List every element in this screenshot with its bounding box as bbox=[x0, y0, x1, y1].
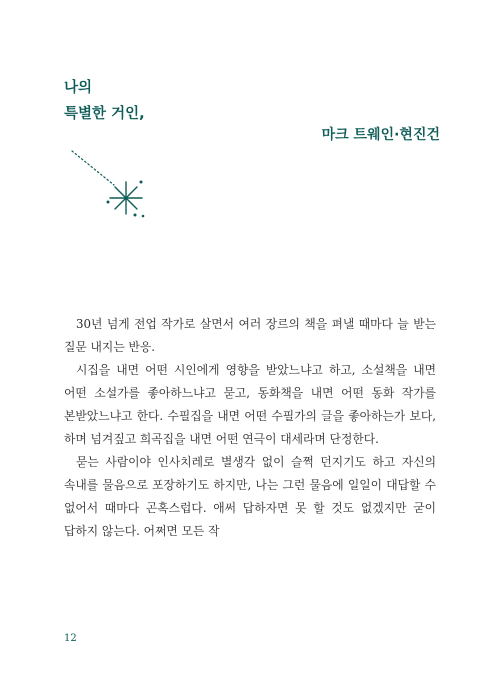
sparkle-star-icon bbox=[64, 145, 154, 225]
paragraph-1: 30년 넘게 전업 작가로 살면서 여러 장르의 책을 펴낼 때마다 늘 받는 질문 내지는 반응. bbox=[64, 317, 436, 354]
paragraph-3: 묻는 사람이야 인사치레로 별생각 없이 슬쩍 던지기도 하고 자신의 속내를 물음으로 포장하기도 하지만, 나는 그런 물음에 일일이 대답할 수 없어서 때마다 곤혹스럽다. 애써 답하자면 못 할 것도 없겠지만 굳이 답하지 않는다. 어쩌면 모든 작 bbox=[64, 455, 436, 538]
chapter-author: 마크 트웨인·현진건 bbox=[321, 127, 440, 143]
body-text bbox=[64, 313, 436, 543]
paragraph-2: 시집을 내면 어떤 시인에게 영향을 받았느냐고 하고, 소설책을 내면 어떤 소설가를 좋아하느냐고 묻고, 동화책을 내면 어떤 동화 작가를 본받았느냐고 한다. 수필집을 내면 어떤 수필가의 글을 좋아하는가 보다, 하며 넘겨짚고 희곡집을 내면 어떤 연극이 대세라며 단정한다. bbox=[64, 363, 436, 446]
chapter-title-line-1: 나의 bbox=[64, 80, 93, 96]
page-number: 12 bbox=[64, 633, 77, 644]
chapter-title-line-2: 특별한 거인, bbox=[64, 106, 145, 122]
